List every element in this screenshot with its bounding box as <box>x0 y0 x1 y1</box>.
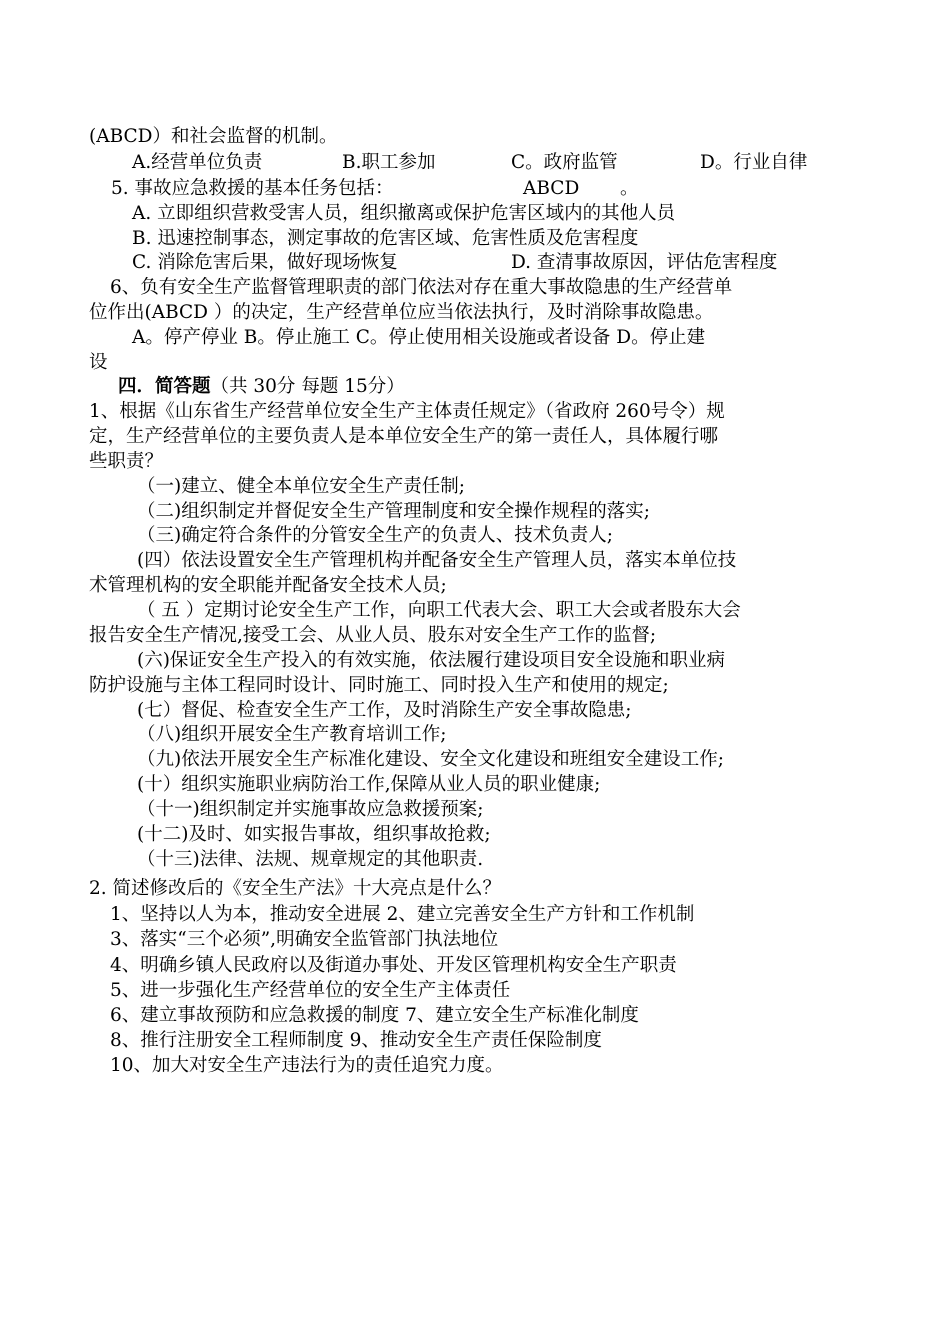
sa2-item: 6、建立事故预防和应急救援的制度 7、建立安全生产标准化制度 <box>110 1005 639 1026</box>
sa1-item: 报告安全生产情况,接受工会、从业人员、股东对安全生产工作的监督; <box>89 625 657 646</box>
sa1-question-line-3: 些职责？ <box>89 451 164 472</box>
q4-option-a: A.经营单位负责 <box>132 152 263 173</box>
sa1-item: （ 五 ）定期讨论安全生产工作，向职工代表大会、职工大会或者股东大会 <box>137 600 741 621</box>
sa1-item: (十）组织实施职业病防治工作,保障从业人员的职业健康; <box>137 774 601 795</box>
sa1-item: （十一)组织制定并实施事故应急救援预案; <box>137 799 484 820</box>
q4-continuation: (ABCD）和社会监督的机制。 <box>89 126 338 147</box>
q6-line-2: 位作出(ABCD ）的决定，生产经营单位应当依法执行，及时消除事故隐患。 <box>89 302 714 323</box>
q5-answer: ABCD <box>523 178 580 199</box>
sa2-item: 4、明确乡镇人民政府以及街道办事处、开发区管理机构安全生产职责 <box>110 955 677 976</box>
sa1-item: （十三)法律、法规、规章规定的其他职责. <box>137 849 484 870</box>
sa2-question: 2. 简述修改后的《安全生产法》十大亮点是什么？ <box>89 878 502 899</box>
q5-stem: 5. 事故应急救援的基本任务包括： <box>111 178 394 199</box>
q5-option-a: A. 立即组织营救受害人员，组织撤离或保护危害区域内的其他人员 <box>132 203 676 224</box>
sa1-item: (六)保证安全生产投入的有效实施，依法履行建设项目安全设施和职业病 <box>137 650 725 671</box>
sa1-question-line-2: 定，生产经营单位的主要负责人是本单位安全生产的第一责任人，具体履行哪 <box>89 426 719 447</box>
q5-option-d: D. 查清事故原因，评估危害程度 <box>511 252 778 273</box>
sa1-item: （二)组织制定并督促安全生产管理制度和安全操作规程的落实; <box>137 501 650 522</box>
sa2-item: 5、进一步强化生产经营单位的安全生产主体责任 <box>110 980 511 1001</box>
sa1-item: （一)建立、健全本单位安全生产责任制; <box>137 476 465 497</box>
sa2-item: 3、落实“三个必须”,明确安全监管部门执法地位 <box>110 929 499 950</box>
q6-options: A。停产停业 B。停止施工 C。停止使用相关设施或者设备 D。停止建 <box>132 327 706 348</box>
q6-line-1: 6、负有安全生产监督管理职责的部门依法对存在重大事故隐患的生产经营单 <box>110 277 733 298</box>
sa1-item: 术管理机构的安全职能并配备安全技术人员; <box>89 575 447 596</box>
sa1-item: （九)依法开展安全生产标准化建设、安全文化建设和班组安全建设工作; <box>137 749 724 770</box>
section-score-note: （共 30分 每题 15分） <box>210 376 405 397</box>
q5-option-b: B. 迅速控制事态，测定事故的危害区域、危害性质及危害程度 <box>132 228 639 249</box>
sa1-item: (十二)及时、如实报告事故，组织事故抢救; <box>137 824 491 845</box>
section-heading <box>118 374 405 400</box>
sa1-item: (四）依法设置安全生产管理机构并配备安全生产管理人员，落实本单位技 <box>137 550 737 571</box>
section-title: 四．简答题 <box>118 376 211 397</box>
sa1-item: 防护设施与主体工程同时设计、同时施工、同时投入生产和使用的规定; <box>89 675 669 696</box>
q4-option-d: D。行业自律 <box>700 152 808 173</box>
sa1-item: (七）督促、检查安全生产工作，及时消除生产安全事故隐患; <box>137 700 632 721</box>
q5-stem-end: 。 <box>620 178 639 199</box>
q4-option-b: B.职工参加 <box>342 152 436 173</box>
sa1-item: （三)确定符合条件的分管安全生产的负责人、技术负责人; <box>137 525 613 546</box>
sa2-item: 8、推行注册安全工程师制度 9、推动安全生产责任保险制度 <box>110 1030 602 1051</box>
sa1-question-line-1: 1、根据《山东省生产经营单位安全生产主体责任规定》（省政府 260号令）规 <box>89 401 725 422</box>
sa1-item: （八)组织开展安全生产教育培训工作; <box>137 724 447 745</box>
q5-option-c: C. 消除危害后果，做好现场恢复 <box>132 252 398 273</box>
sa2-item: 10、加大对安全生产违法行为的责任追究力度。 <box>110 1055 504 1076</box>
q6-options-wrap: 设 <box>89 352 108 373</box>
q4-option-c: C。政府监管 <box>511 152 618 173</box>
sa2-item: 1、坚持以人为本，推动安全进展 2、建立完善安全生产方针和工作机制 <box>110 904 695 925</box>
